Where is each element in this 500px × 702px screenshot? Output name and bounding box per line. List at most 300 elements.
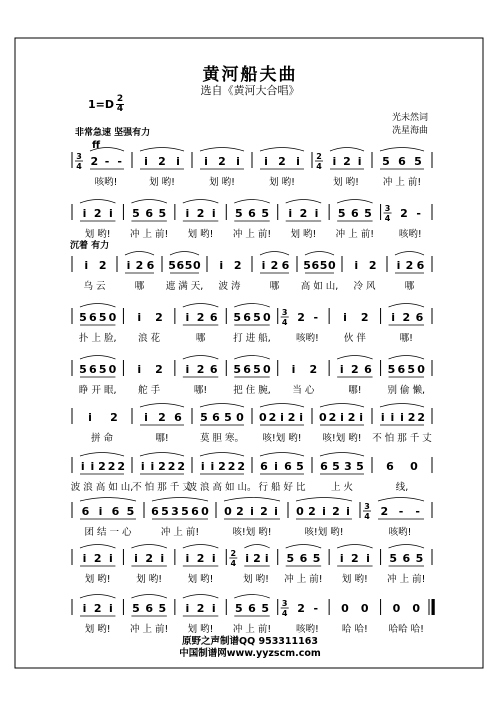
- note: 5: [181, 505, 189, 518]
- note: 2: [135, 259, 144, 272]
- lyric-text: 划 哟!: [269, 177, 295, 188]
- lyric-text: 睁 开 眼,: [78, 385, 117, 396]
- note: i: [144, 411, 148, 424]
- note: 6: [416, 259, 425, 272]
- lyric-text: 划 哟!: [333, 177, 359, 188]
- key-signature: 1=D: [88, 98, 115, 111]
- note: 0: [262, 363, 271, 376]
- note: i: [200, 460, 205, 473]
- measure-time-bottom: 4: [230, 559, 237, 568]
- slur-arc: [234, 356, 269, 360]
- system-6: [72, 404, 432, 445]
- slur-arc: [337, 356, 372, 360]
- measure-time-top: 3: [281, 308, 288, 317]
- measure-time-top: 3: [281, 599, 288, 608]
- note: 5: [235, 602, 243, 615]
- note: i: [185, 552, 190, 565]
- note: 2: [332, 505, 340, 518]
- slur-arc: [140, 453, 184, 457]
- system-4: [72, 304, 432, 345]
- score-systems: [70, 140, 434, 635]
- note: 2: [177, 460, 186, 473]
- note: i: [82, 602, 87, 615]
- note: 0: [296, 505, 304, 518]
- note: i: [108, 602, 113, 615]
- lyric-text: 咳!划 哟!: [262, 433, 302, 444]
- note: i: [140, 460, 145, 473]
- system-2: [72, 200, 432, 241]
- note: i: [390, 411, 395, 424]
- note: 2: [368, 259, 377, 272]
- slur-arc: [260, 252, 289, 256]
- lyric-text: 哪!: [348, 385, 362, 396]
- note: i: [144, 155, 148, 168]
- measure-time-top: 3: [384, 204, 391, 213]
- measure-time-bottom: 4: [281, 318, 288, 327]
- lyric-text: 咳哟!: [398, 229, 422, 240]
- lyric-text: 高 如 山,: [300, 281, 339, 292]
- note: 0: [262, 311, 271, 324]
- note: 5: [200, 411, 208, 424]
- note: i: [98, 505, 103, 518]
- note: -: [313, 311, 319, 324]
- slur-arc: [260, 148, 304, 152]
- lyric-text: 线,: [395, 482, 409, 493]
- note: 6: [402, 552, 411, 565]
- slur-arc: [380, 148, 424, 152]
- lyric-text: 当 心: [292, 385, 315, 396]
- lyric-text: 波 涛: [218, 281, 241, 292]
- note: -: [117, 155, 122, 168]
- note: 2: [417, 411, 426, 424]
- lyric-text: 咳哟!: [94, 177, 118, 188]
- note: 5: [161, 505, 169, 518]
- slur-arc: [337, 545, 372, 549]
- lyric-text: 别 偷 懒,: [387, 385, 426, 396]
- note: 0: [328, 259, 336, 272]
- time-signature-top: 2: [116, 94, 124, 104]
- note: 6: [145, 602, 153, 615]
- note: 5: [98, 363, 107, 376]
- note: 0: [410, 460, 418, 473]
- note: 3: [171, 505, 179, 518]
- note: i: [150, 460, 155, 473]
- slur-arc: [234, 200, 269, 204]
- slur-arc: [320, 404, 364, 408]
- slur-arc: [395, 252, 424, 256]
- note: -: [104, 155, 110, 168]
- note: 6: [320, 460, 328, 473]
- slur-arc: [305, 252, 334, 256]
- measure-time-top: 2: [230, 549, 237, 558]
- song-title: 黄河船夫曲: [202, 65, 298, 85]
- note: -: [416, 207, 421, 220]
- lyric-text: 哪: [195, 333, 206, 344]
- dynamics-marking: ff: [91, 140, 101, 151]
- note: 2: [90, 155, 99, 168]
- note: 5: [224, 411, 232, 424]
- note: i: [261, 259, 266, 272]
- lyric-text: 哈 哈!: [341, 624, 368, 635]
- note: 2: [270, 259, 279, 272]
- note: i: [245, 552, 250, 565]
- lyric-text: 冲 上 前!: [232, 229, 272, 240]
- note: 6: [209, 363, 218, 376]
- note: 5: [407, 363, 416, 376]
- note: i: [339, 363, 344, 376]
- footer-website: 中国制谱网www.yyzscm.com: [179, 648, 321, 659]
- slur-arc: [234, 304, 269, 308]
- lyric-text: 哪: [404, 281, 415, 292]
- slur-arc: [183, 356, 218, 360]
- note: i: [82, 552, 87, 565]
- lyric-text: 哪: [134, 281, 145, 292]
- note: 5: [158, 602, 167, 615]
- note: i: [160, 552, 165, 565]
- lyric-text: 咳哟!: [296, 624, 319, 635]
- lyric-text: 哈哈 哈!: [388, 624, 424, 635]
- lyric-text: 划 哟!: [243, 574, 269, 585]
- system-annotation: 沉着 有力: [70, 241, 110, 251]
- note: 0: [360, 602, 369, 615]
- slur-arc: [131, 595, 166, 599]
- lyric-text: 冲 上 前!: [382, 177, 422, 188]
- slur-arc: [80, 356, 115, 360]
- note: 2: [278, 155, 286, 168]
- tempo-marking: 非常急速 坚强有力: [75, 128, 151, 138]
- slur-arc: [183, 200, 218, 204]
- lyric-text: 哪!: [193, 385, 208, 396]
- note: 5: [415, 552, 424, 565]
- note: 2: [196, 602, 205, 615]
- note: 6: [145, 207, 153, 220]
- note: 5: [337, 207, 346, 220]
- slur-arc: [200, 453, 244, 457]
- lyric-text: 冲 上 前!: [129, 229, 169, 240]
- note: 2: [196, 552, 205, 565]
- lyric-text: 舵 手: [138, 385, 161, 396]
- note: 5: [319, 259, 328, 272]
- note: 6: [284, 460, 292, 473]
- note: 2: [158, 460, 166, 473]
- slur-arc: [183, 595, 218, 599]
- note: i: [274, 460, 278, 473]
- slur-arc: [337, 200, 372, 204]
- note: i: [250, 505, 254, 518]
- note: i: [126, 259, 131, 272]
- note: 6: [248, 207, 256, 220]
- note: 2: [380, 505, 389, 518]
- slur-arc: [330, 148, 364, 152]
- note: 0: [417, 363, 425, 376]
- note: i: [137, 311, 142, 324]
- note: 5: [389, 552, 397, 565]
- note: 5: [79, 363, 87, 376]
- lyric-text: 冲 上 前!: [284, 574, 323, 585]
- note: 5: [364, 207, 372, 220]
- note: i: [185, 207, 190, 220]
- slur-arc: [200, 148, 244, 152]
- lyric-text: 哪: [269, 281, 280, 292]
- note: i: [204, 155, 208, 168]
- composer-credit: 冼星海曲: [391, 126, 428, 136]
- note: 5: [303, 259, 311, 272]
- note: 5: [261, 602, 269, 615]
- system-8: [72, 498, 432, 539]
- note: 2: [196, 207, 205, 220]
- note: 0: [258, 411, 267, 424]
- lyric-text: 拼 命: [90, 433, 114, 444]
- note: 2: [145, 552, 153, 565]
- note: 0: [224, 505, 232, 518]
- note: 2: [158, 155, 166, 168]
- note: i: [346, 505, 350, 518]
- note: 6: [243, 311, 251, 324]
- note: 6: [88, 363, 97, 376]
- note: 6: [260, 460, 268, 473]
- note: 2: [407, 411, 416, 424]
- slur-arc: [80, 545, 115, 549]
- note: 6: [311, 259, 320, 272]
- note: 3: [344, 460, 352, 473]
- slur-arc: [200, 404, 244, 408]
- slur-arc: [125, 252, 154, 256]
- note: i: [280, 411, 284, 424]
- note: 2: [196, 311, 205, 324]
- note: 6: [81, 505, 90, 518]
- note: 2: [360, 311, 369, 324]
- note: 2: [93, 552, 102, 565]
- note: 2: [155, 311, 163, 324]
- note: 6: [351, 207, 359, 220]
- note: 6: [174, 411, 182, 424]
- lyric-text: 打 进 船,: [233, 333, 271, 344]
- note: 6: [209, 311, 218, 324]
- note: i: [82, 207, 87, 220]
- note: 5: [261, 207, 269, 220]
- slur-arc: [260, 453, 304, 457]
- note: 5: [356, 460, 364, 473]
- note: i: [332, 155, 337, 168]
- system-7: [71, 453, 432, 494]
- note: i: [322, 505, 326, 518]
- note: i: [357, 155, 362, 168]
- slur-arc: [170, 252, 199, 256]
- note: 2: [308, 505, 316, 518]
- note: 6: [397, 363, 406, 376]
- note: 2: [167, 460, 176, 473]
- lyric-text: 冲 上 前!: [160, 527, 200, 538]
- note: i: [296, 155, 300, 168]
- note: 2: [402, 311, 411, 324]
- note: i: [274, 505, 278, 518]
- note: i: [291, 363, 296, 376]
- lyric-text: 不 怕 那 千 丈: [372, 433, 432, 444]
- slur-arc: [389, 545, 424, 549]
- note: 2: [309, 363, 318, 376]
- note: 5: [312, 552, 321, 565]
- note: 0: [236, 411, 244, 424]
- note: 2: [351, 552, 359, 565]
- note: 2: [328, 411, 337, 424]
- note: i: [400, 411, 404, 424]
- note: 0: [412, 602, 420, 615]
- note: 2: [343, 155, 351, 168]
- lyric-text: 划 哟!: [84, 229, 111, 240]
- measure-time-bottom: 4: [384, 214, 391, 223]
- lyric-text: 伙 伴: [343, 333, 366, 344]
- note: i: [185, 602, 190, 615]
- lyric-text: 咳!划 哟!: [322, 433, 362, 444]
- slur-arc: [80, 498, 136, 502]
- note: 2: [117, 460, 126, 473]
- note: 5: [235, 207, 243, 220]
- note: i: [340, 411, 344, 424]
- lyric-text: 团 结 一 心: [84, 527, 132, 538]
- system-9: [72, 545, 432, 586]
- note: 6: [243, 363, 251, 376]
- slur-arc: [380, 404, 424, 408]
- note: 0: [108, 363, 117, 376]
- note: 2: [233, 259, 242, 272]
- lyric-text: 划 哟!: [136, 574, 163, 585]
- slur-arc: [152, 498, 208, 502]
- note: 2: [158, 411, 166, 424]
- slur-arc: [296, 498, 352, 502]
- note: 5: [98, 311, 107, 324]
- note: i: [219, 259, 224, 272]
- lyric-text: 冲 上 前!: [335, 229, 375, 240]
- song-source: 选自《黄河大合唱》: [200, 84, 300, 97]
- note: 0: [108, 311, 117, 324]
- lyric-text: 咳哟!: [388, 527, 412, 538]
- note: 2: [98, 460, 106, 473]
- slur-arc: [389, 356, 424, 360]
- note: i: [236, 155, 240, 168]
- note: 5: [286, 552, 295, 565]
- note: 5: [79, 311, 87, 324]
- lyric-text: 划 哟!: [209, 177, 235, 188]
- lyric-text: 不 怕 那 千 丈: [132, 482, 192, 493]
- lyric-text: 咳!划 哟!: [304, 527, 344, 538]
- slur-arc: [234, 595, 269, 599]
- note: 6: [176, 259, 185, 272]
- note: 2: [299, 207, 308, 220]
- note: 5: [126, 505, 135, 518]
- lyric-text: 划 哟!: [84, 624, 111, 635]
- note: 2: [107, 460, 116, 473]
- slur-arc: [244, 545, 269, 549]
- note: 2: [268, 411, 277, 424]
- time-signature: [115, 95, 125, 114]
- note: 6: [111, 505, 120, 518]
- slur-arc: [378, 498, 424, 502]
- lyric-text: 遮 满 天,: [165, 281, 204, 292]
- measure-time-bottom: 4: [76, 162, 82, 171]
- slur-arc: [286, 200, 321, 204]
- lyric-text: 划 哟!: [187, 624, 214, 635]
- note: 6: [88, 311, 97, 324]
- note: 2: [287, 411, 296, 424]
- note: i: [176, 155, 180, 168]
- note: 2: [351, 363, 359, 376]
- measure-time-top: 3: [364, 502, 370, 511]
- note: 5: [132, 207, 140, 220]
- lyric-text: 冲 上 前!: [232, 624, 272, 635]
- lyric-text: 冷 风: [353, 281, 376, 292]
- slur-arc: [80, 595, 115, 599]
- note: 2: [347, 411, 356, 424]
- note: 2: [236, 505, 244, 518]
- note: i: [211, 552, 216, 565]
- note: 6: [299, 552, 308, 565]
- note: 2: [297, 311, 305, 324]
- lyric-text: 冲 上 前!: [129, 624, 169, 635]
- note: i: [264, 552, 269, 565]
- lyric-text: 咳哟!: [296, 333, 319, 344]
- note: 2: [237, 460, 246, 473]
- lyric-text: 乌 云: [83, 281, 106, 292]
- footer-qq: 原野之声制谱QQ 953311163: [182, 636, 318, 647]
- note: 2: [260, 505, 268, 518]
- note: i: [339, 552, 344, 565]
- slur-arc: [140, 404, 184, 408]
- measure-time-bottom: 4: [364, 512, 370, 521]
- note: 2: [297, 602, 305, 615]
- note: 5: [387, 363, 396, 376]
- note: 0: [193, 259, 201, 272]
- note: i: [211, 602, 216, 615]
- slur-arc: [183, 304, 218, 308]
- note: 2: [218, 460, 226, 473]
- note: i: [84, 259, 89, 272]
- system-1: [72, 140, 432, 188]
- note: i: [185, 363, 190, 376]
- note: -: [415, 505, 420, 518]
- note: 6: [415, 311, 424, 324]
- lyric-text: 把 住 腕,: [233, 385, 271, 396]
- note: 6: [398, 155, 406, 168]
- note: i: [134, 552, 138, 565]
- system-5: [72, 356, 432, 397]
- note: i: [343, 311, 347, 324]
- note: 5: [184, 259, 193, 272]
- note: 0: [201, 505, 209, 518]
- note: 0: [318, 411, 327, 424]
- note: -: [398, 505, 404, 518]
- note: i: [88, 411, 92, 424]
- lyric-text: 波 浪 高 如 山,: [70, 482, 134, 493]
- note: i: [288, 207, 293, 220]
- note: i: [396, 259, 401, 272]
- lyric-text: 波 浪 高 如 山。: [187, 482, 257, 493]
- note: i: [108, 552, 113, 565]
- slur-arc: [80, 453, 124, 457]
- lyric-text: 莫 胆 寒。: [199, 433, 245, 444]
- note: i: [359, 411, 364, 424]
- lyricist-credit: 光未然词: [391, 113, 428, 123]
- note: 6: [386, 460, 394, 473]
- measure-time-bottom: 4: [281, 609, 288, 618]
- note: i: [299, 411, 304, 424]
- note: 6: [146, 259, 155, 272]
- note: 6: [248, 602, 256, 615]
- note: 6: [191, 505, 199, 518]
- note: 6: [212, 411, 220, 424]
- note: 2: [227, 460, 236, 473]
- slur-arc: [131, 200, 166, 204]
- slur-arc: [286, 545, 321, 549]
